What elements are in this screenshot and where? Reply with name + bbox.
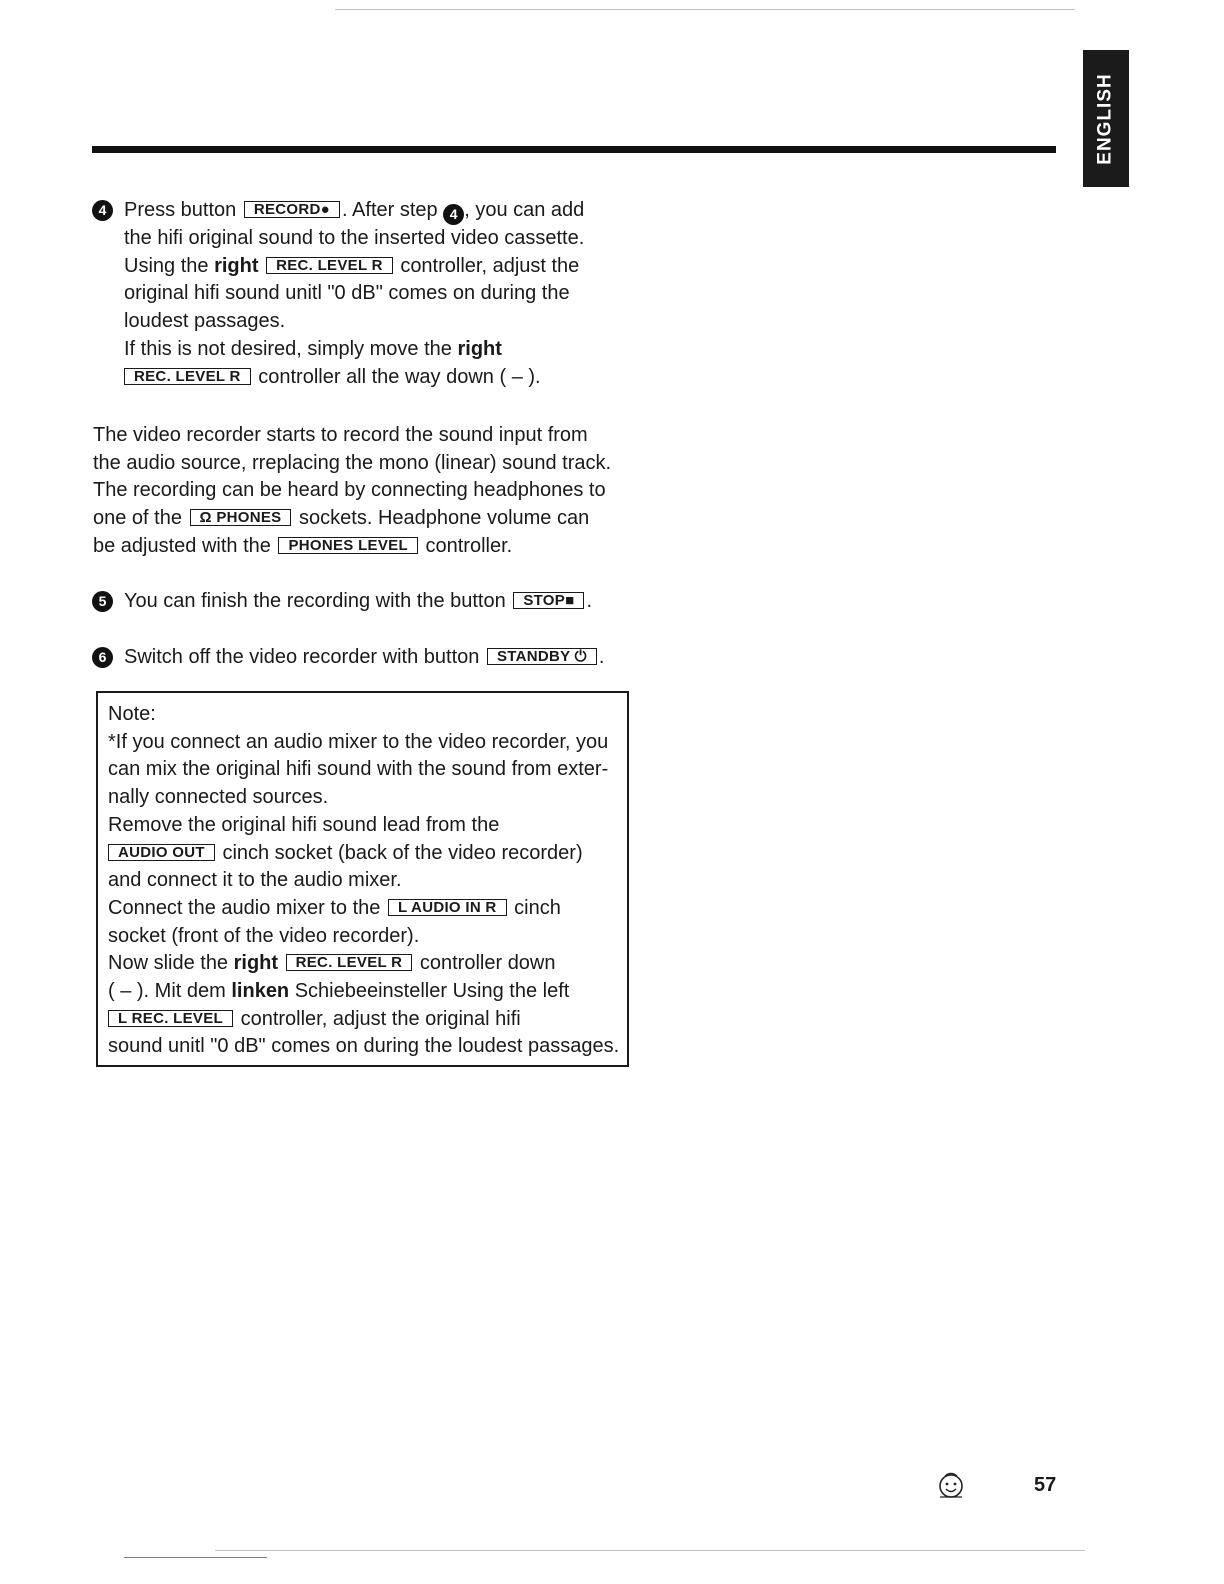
phones-key: Ω PHONES	[190, 509, 292, 526]
footer-blue-rule	[124, 1557, 267, 1558]
header-rule	[92, 146, 1056, 153]
step-4-line-1: Press button RECORD● . After step 4 , you can add	[124, 197, 584, 225]
stop-key: STOP■	[513, 592, 584, 609]
note-text: Note: *If you connect an audio mixer to the video recorder, you can mix the original hifi sound with the sound from exter- nally connected sources. Remove the original hifi sound lead from the AUDIO OUT cinch socket (back of the video recorder) and connect it to the audio mixer. Connect the audio mixer to the L AUDIO IN R cinch socket (front of the video recorder). Now slide the right REC. LEVEL R controller down ( – ). Mit dem linken Schiebeeinsteller Using the left L REC. LEVEL controller, adjust the original hifi sound unitl "0 dB" comes on during the loudest passages.	[108, 703, 620, 1058]
step-4-line-3: Using the right REC. LEVEL R controller, adjust the	[124, 254, 580, 277]
step-4-reference-marker: 4	[443, 204, 464, 225]
step-6-text: Switch off the video recorder with button STANDBY ⏻ .	[124, 646, 605, 668]
phones-level-key: PHONES LEVEL	[278, 537, 417, 554]
paragraph-line-5: be adjusted with the PHONES LEVEL controller.	[93, 534, 513, 557]
smiley-icon	[936, 1470, 966, 1500]
scan-line-bottom	[215, 1550, 1085, 1551]
paragraph-line-4: one of the Ω PHONES sockets. Headphone volume can	[93, 507, 590, 530]
paragraph-line-1: The video recorder starts to record the sound input from	[93, 424, 588, 446]
step-4-line-6: If this is not desired, simply move the right	[124, 337, 502, 360]
scan-line-top	[335, 9, 1075, 10]
step-4-text	[124, 197, 584, 391]
step-4-line-5: loudest passages.	[124, 310, 286, 333]
language-tab-label: ENGLISH	[1095, 72, 1117, 165]
note-title: Note:	[108, 703, 156, 725]
record-key: RECORD●	[244, 201, 340, 218]
rec-level-r-key: REC. LEVEL R	[286, 954, 413, 971]
rec-level-r-key: REC. LEVEL R	[124, 368, 251, 385]
paragraph-line-2: the audio source, rreplacing the mono (linear) sound track.	[93, 451, 612, 474]
step-5-text: You can finish the recording with the button STOP■ .	[124, 590, 593, 612]
step-6-marker: 6	[92, 647, 113, 668]
language-tab	[1083, 50, 1129, 187]
step-4-line-4: original hifi sound unitl "0 dB" comes on during the	[124, 282, 570, 305]
step-5-marker: 5	[92, 591, 113, 612]
rec-level-r-key: REC. LEVEL R	[266, 257, 393, 274]
step-4-marker: 4	[92, 200, 113, 221]
l-rec-level-key: L REC. LEVEL	[108, 1010, 233, 1027]
page-number: 57	[1034, 1474, 1057, 1496]
step-4-line-2: the hifi original sound to the inserted video cassette.	[124, 227, 585, 249]
standby-key: STANDBY ⏻	[487, 648, 597, 665]
recording-paragraph	[93, 422, 611, 561]
paragraph-line-3: The recording can be heard by connecting headphones to	[93, 479, 606, 502]
audio-in-key: L AUDIO IN R	[388, 899, 507, 916]
step-4-line-7: REC. LEVEL R controller all the way down ( – ).	[124, 364, 584, 392]
audio-out-key: AUDIO OUT	[108, 844, 215, 861]
note-box	[96, 691, 629, 1067]
